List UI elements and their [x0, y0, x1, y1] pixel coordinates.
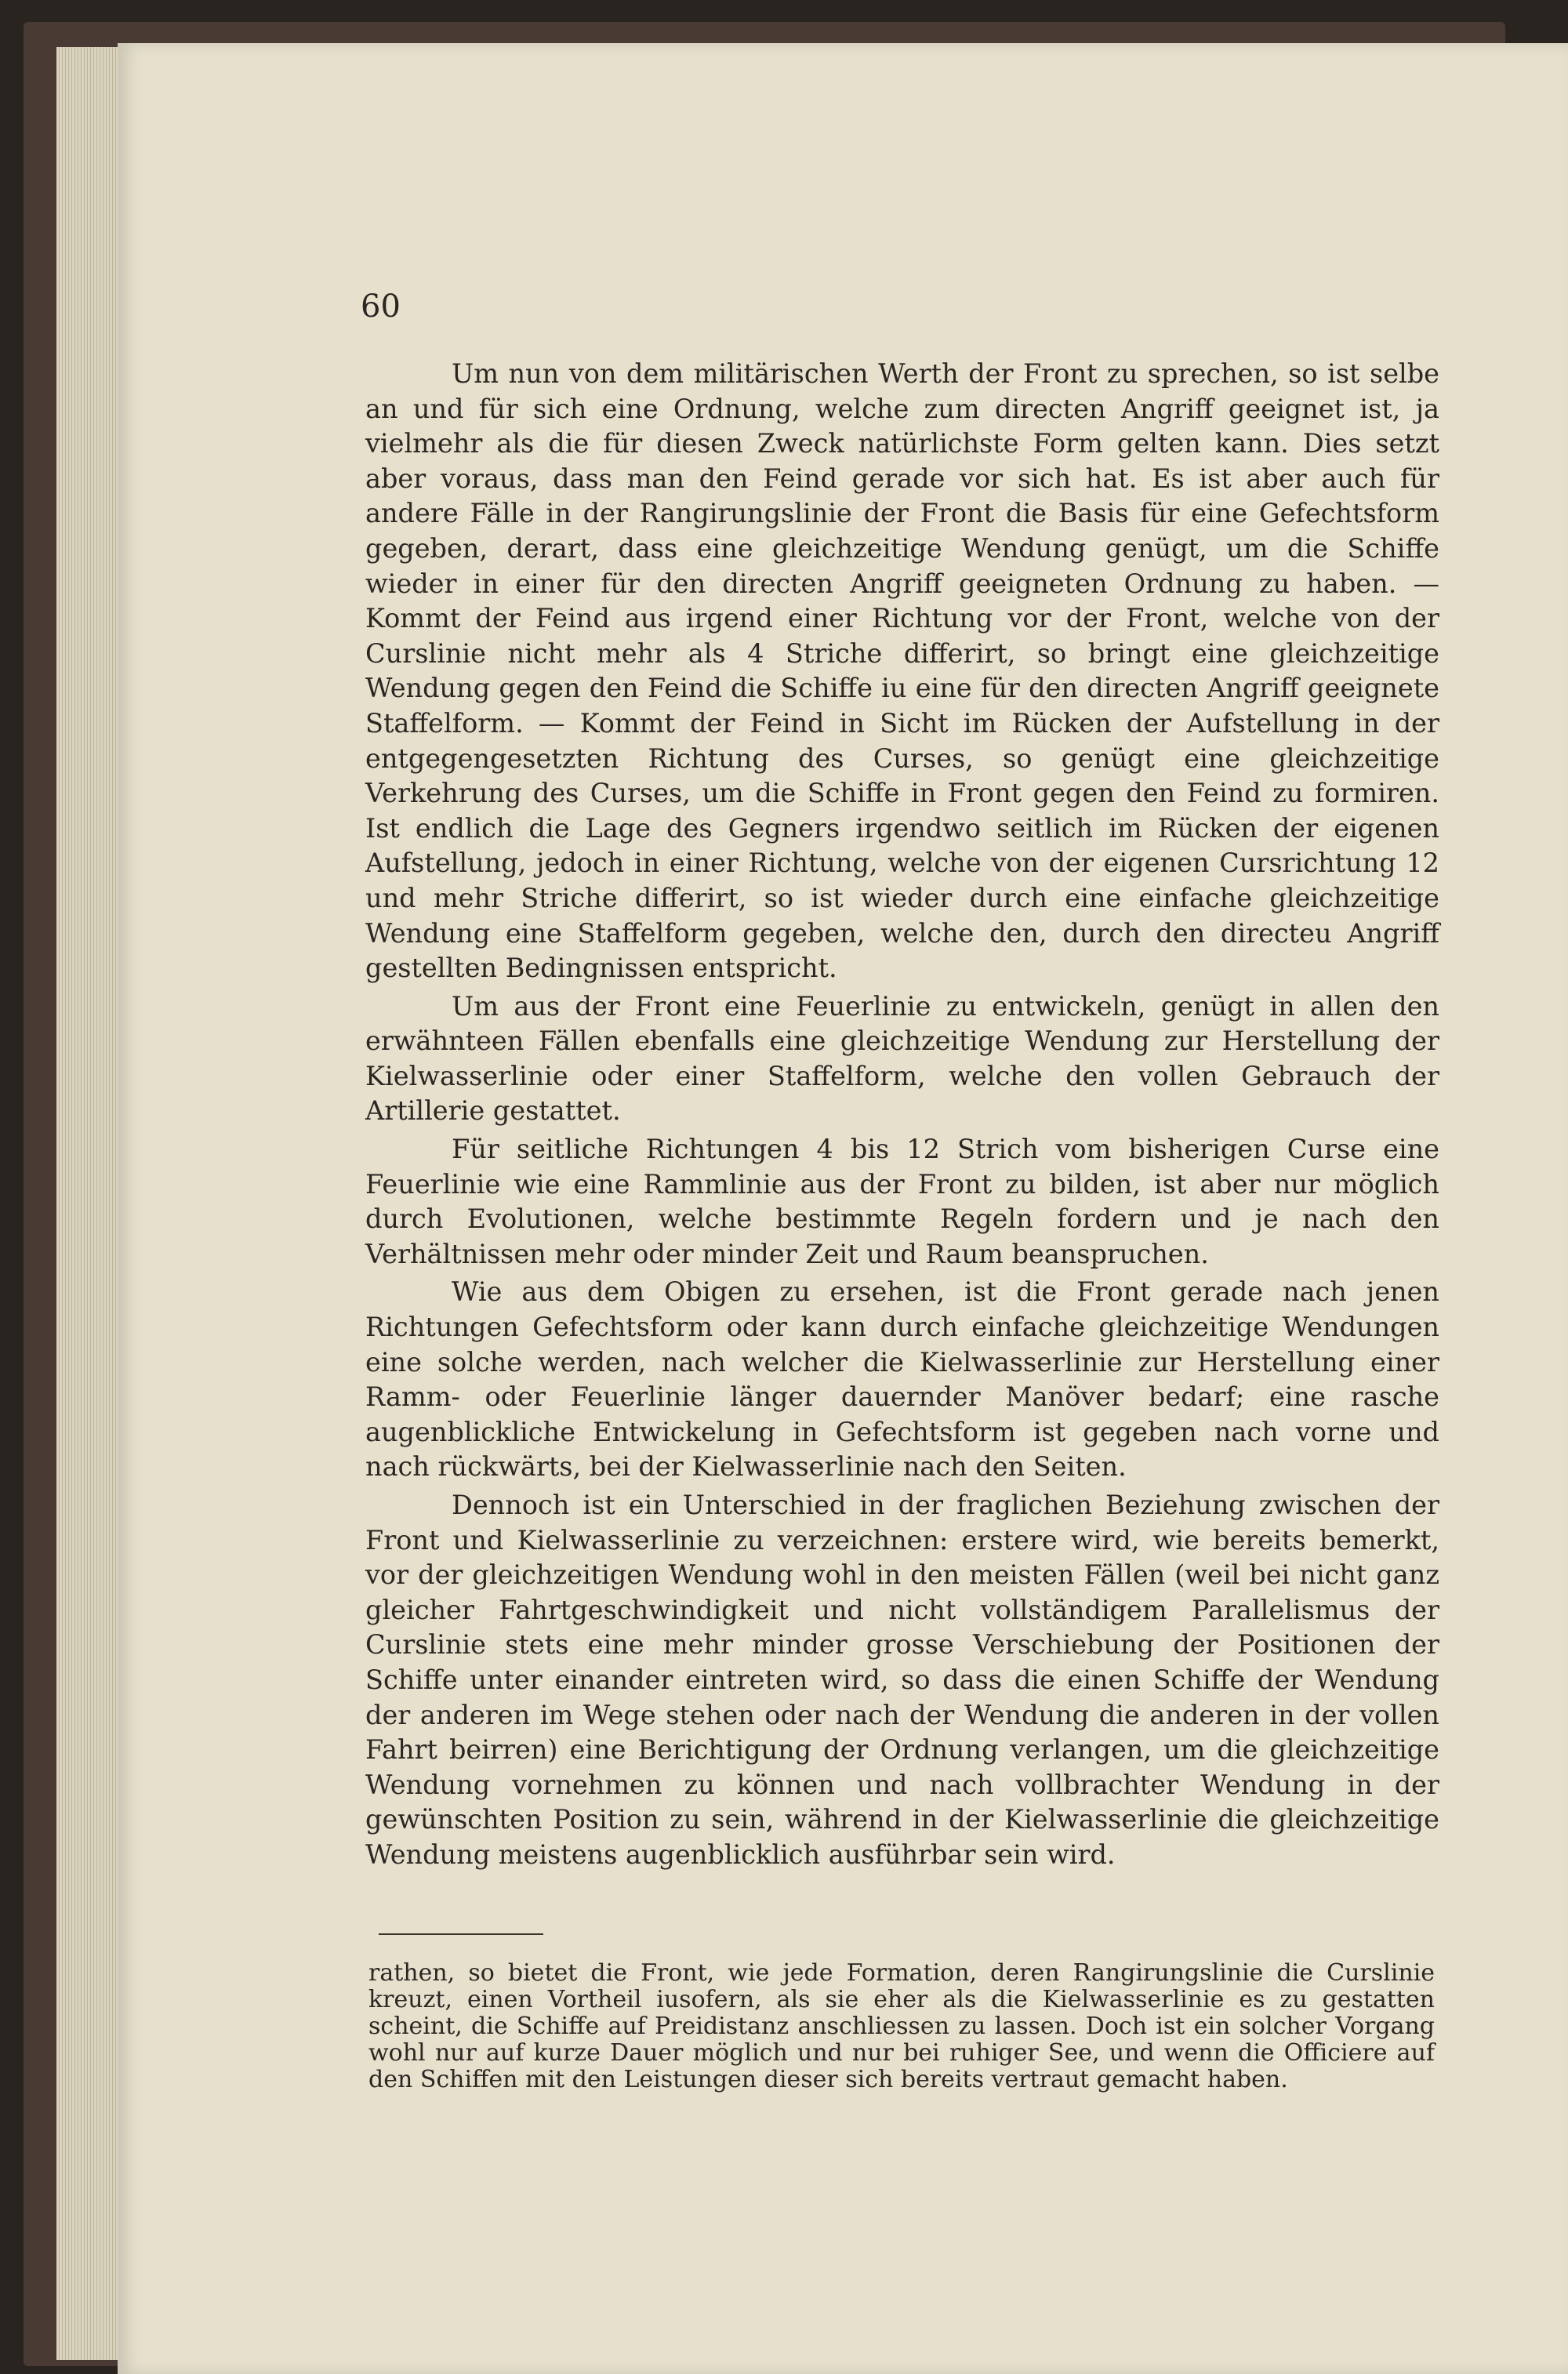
page-number: 60	[361, 289, 401, 325]
footnote-divider	[379, 1933, 543, 1935]
paragraph: Wie aus dem Obigen zu ersehen, ist die Front gerade nach jenen Richtungen Gefechtsform oder kann durch einfache gleichzeitige Wendungen eine solche werden, nach welcher die Kielwasserlinie zur Herstellung einer Ramm- oder Feuerlinie länger dauernder Manöver bedarf; eine rasche augenblickliche Entwickelung in Gefechtsform ist gegeben nach vorne und nach rückwärts, bei der Kielwasserlinie nach den Seiten.	[365, 1276, 1439, 1483]
paragraph: Um aus der Front eine Feuerlinie zu entwickeln, genügt in allen den erwähnteen Fällen ebenfalls eine gleichzeitige Wendung zur Herstellung der Kielwasserlinie oder einer Staffelform, welche den vollen Gebrauch der Artillerie gestattet.	[365, 990, 1439, 1127]
paragraph: Um nun von dem militärischen Werth der Front zu sprechen, so ist selbe an und für sich eine Ordnung, welche zum directen Angriff geeignet ist, ja vielmehr als die für diesen Zweck natürlichste Form gelten kann. Dies setzt aber voraus, dass man den Feind gerade vor sich hat. Es ist aber auch für andere Fälle in der Rangirungslinie der Front die Basis für eine Gefechtsform gegeben, derart, dass eine gleichzeitige Wendung genügt, um die Schiffe wieder in einer für den directen Angriff geeigneten Ordnung zu haben. — Kommt der Feind aus irgend einer Richtung vor der Front, welche von der Curslinie nicht mehr als 4 Striche differirt, so bringt eine gleichzeitige Wendung gegen den Feind die Schiffe iu eine für den directen Angriff geeignete Staffelform. — Kommt der Feind in Sicht im Rücken der Aufstellung in der entgegengesetzten Richtung des Curses, so genügt eine gleichzeitige Verkehrung des Curses, um die Schiffe in Front gegen den Feind zu formiren. Ist endlich die Lage des Gegners irgendwo seitlich im Rücken der eigenen Aufstellung, jedoch in einer Richtung, welche von der eigenen Cursrichtung 12 und mehr Striche differirt, so ist wieder durch eine einfache gleichzeitige Wendung eine Staffelform gegeben, welche den, durch den directeu Angriff gestellten Bedingnissen entspricht.	[365, 358, 1439, 984]
paragraph: Für seitliche Richtungen 4 bis 12 Strich vom bisherigen Curse eine Feuerlinie wie eine Rammlinie aus der Front zu bilden, ist aber nur möglich durch Evolutionen, welche bestimmte Regeln fordern und je nach den Verhältnissen mehr oder minder Zeit und Raum beanspruchen.	[365, 1134, 1439, 1269]
main-text	[365, 357, 1439, 1876]
paragraph: Dennoch ist ein Unterschied in der fraglichen Beziehung zwischen der Front und Kielwasserlinie zu verzeichnen: erstere wird, wie bereits bemerkt, vor der gleichzeitigen Wendung wohl in den meisten Fällen (weil bei nicht ganz gleicher Fahrtgeschwindigkeit und nicht vollständigem Parallelismus der Curslinie stets eine mehr minder grosse Verschiebung der Positionen der Schiffe unter einander eintreten wird, so dass die einen Schiffe der Wendung der anderen im Wege stehen oder nach der Wendung die anderen in der vollen Fahrt beirren) eine Berichtigung der Ordnung verlangen, um die gleichzeitige Wendung vornehmen zu können und nach vollbrachter Wendung in der gewünschten Position zu sein, während in der Kielwasserlinie die gleichzeitige Wendung meistens augenblicklich ausführbar sein wird.	[365, 1490, 1439, 1870]
footnote: rathen, so bietet die Front, wie jede Formation, deren Rangirungslinie die Curslinie kreuzt, einen Vortheil iusofern, als sie eher als die Kielwasserlinie es zu gestatten scheint, die Schiffe auf Preidistanz anschliessen zu lassen. Doch ist ein solcher Vorgang wohl nur auf kurze Dauer möglich und nur bei ruhiger See, und wenn die Officiere auf den Schiffen mit den Leistungen dieser sich bereits vertraut gemacht haben.	[368, 1959, 1435, 2093]
